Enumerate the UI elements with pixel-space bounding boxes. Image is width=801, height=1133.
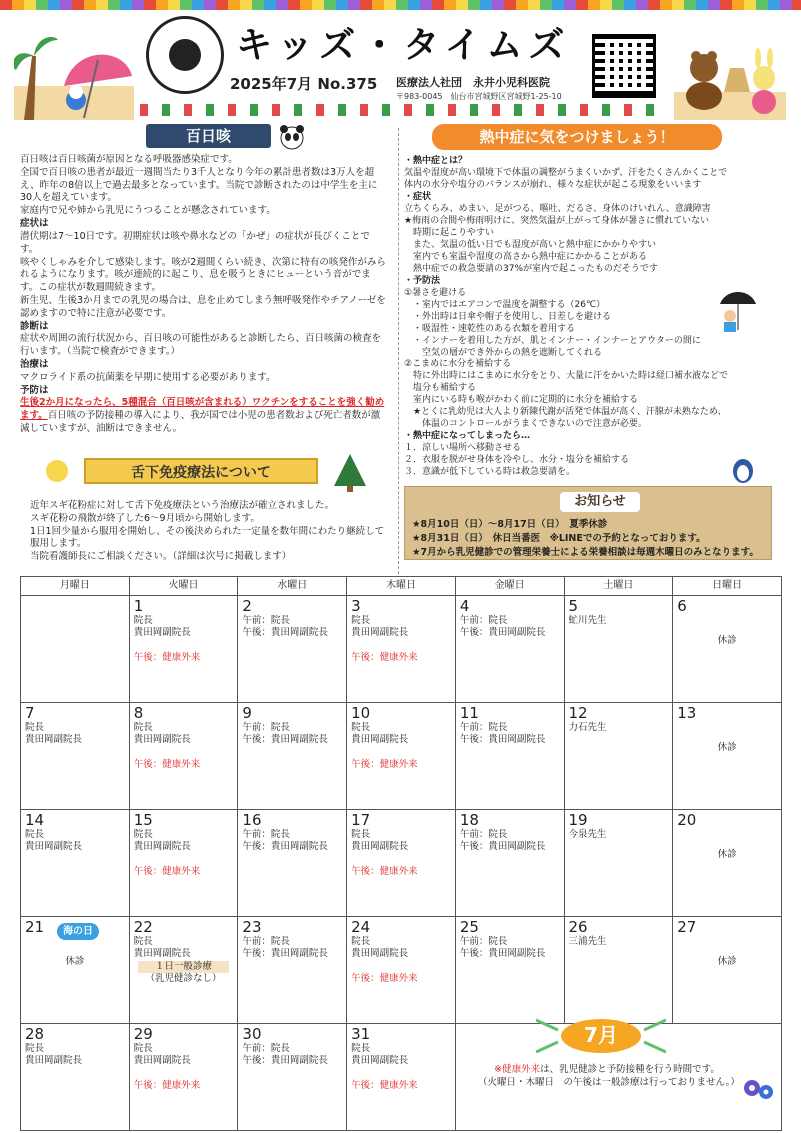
note-mark: ※ xyxy=(494,1064,503,1075)
calendar-day-cell xyxy=(455,596,564,703)
doctor-schedule-line: 午後：貴田岡副院長 xyxy=(242,627,328,639)
pertussis-intro-1: 百日咳は百日咳菌が原因となる呼吸器感染症です。 xyxy=(20,154,238,165)
day-number: 6 xyxy=(677,597,687,615)
penguin-icon xyxy=(728,454,758,484)
weekday-mon: 月曜日 xyxy=(21,577,130,596)
weekday-sat: 土曜日 xyxy=(564,577,673,596)
doctor-schedule-line: 貴田岡副院長 xyxy=(133,841,191,853)
day-number: 24 xyxy=(351,918,371,936)
umbrella-person-icon xyxy=(716,286,760,334)
doctor-schedule-line: 貴田岡副院長 xyxy=(133,627,191,639)
pertussis-diagnosis-title: 診断は xyxy=(20,320,49,332)
calendar-day-cell xyxy=(129,917,238,1024)
day-number: 16 xyxy=(242,811,262,829)
heat-symptom-1: 立ちくらみ、めまい、足がつる、嘔吐、だるさ、身体のけいれん、意識障害 xyxy=(404,203,711,214)
heat-prevention-6: 空気の層ができ外からの熱を遮断してくれる xyxy=(404,347,603,358)
doctor-schedule-line: 午前：院長 xyxy=(242,936,290,947)
calendar-day-cell xyxy=(238,917,347,1024)
doctor-schedule-line: 院長 xyxy=(351,829,371,840)
doctor-schedule-line: 貴田岡副院長 xyxy=(133,948,191,960)
pertussis-symptom-2: 咳やくしゃみを介して感染します。咳が2週間くらい続き、次第に特有の咳発作がみられるようになります。咳が連続的に起こり、息を吸うときにヒューという音がでます。この症状が数週間続きます。 xyxy=(20,256,386,294)
day-number: 20 xyxy=(677,811,697,829)
heat-onset-1: １．涼しい場所へ移動させる xyxy=(404,443,522,454)
doctor-schedule-line: 午前：院長 xyxy=(459,936,508,947)
day-number: 30 xyxy=(242,1025,262,1043)
calendar-weekday-row xyxy=(21,577,782,596)
calendar-week-row xyxy=(21,810,782,917)
calendar-day-cell xyxy=(564,917,673,1024)
heat-onset-title: ・熱中症になってしまったら… xyxy=(404,431,531,442)
doctor-schedule-line: 院長 xyxy=(133,615,153,626)
heat-prevention-2: ・室内ではエアコンで温度を調整する（26℃） xyxy=(404,299,606,310)
doctor-schedule-line: 貴田岡副院長 xyxy=(351,948,409,960)
calendar-day-cell xyxy=(129,810,238,917)
doctor-schedule-line: 午後：貴田岡副院長 xyxy=(459,734,546,746)
closed-label: 休診 xyxy=(717,635,737,646)
doctor-schedule-line: 貴田岡副院長 xyxy=(25,734,83,746)
calendar-day-cell xyxy=(673,917,782,1024)
day-number: 25 xyxy=(459,918,479,936)
heat-symptom-6: 熱中症での救急要請の37%が室内で起こったものだそうです xyxy=(404,263,658,274)
calendar-day-cell xyxy=(21,810,130,917)
tongue-line-2: スギ花粉の飛散が終了した6～9月頃から開始します。 xyxy=(30,512,260,524)
doctor-schedule-line: 今泉先生 xyxy=(568,829,607,840)
day-number: 12 xyxy=(568,704,588,722)
doctor-schedule-line: 午前：院長 xyxy=(242,829,290,840)
health-clinic-line: 午後：健康外来 xyxy=(133,758,201,770)
day-number: 22 xyxy=(133,918,153,936)
sandcastle-illustration xyxy=(674,28,786,120)
pertussis-intro-3: 家庭内で兄や姉から乳児にうつることが懸念されています。 xyxy=(20,205,276,217)
health-clinic-line: 午後：健康外来 xyxy=(351,865,418,877)
calendar-day-cell xyxy=(238,703,347,810)
tongue-line-4: 当院看護師長にご相談ください。（詳細は次号に掲載します） xyxy=(30,551,292,563)
health-clinic-line: 午後：健康外来 xyxy=(351,758,418,770)
heat-symptom-3: 時期に起こりやすい xyxy=(404,227,495,238)
calendar-day-cell xyxy=(129,596,238,703)
july-calendar xyxy=(20,576,782,1131)
heat-what-1: 気温や湿度が高い環境下で体温の調整がうまくいかず、汗をたくさんかくことで xyxy=(404,167,728,178)
heat-symptoms-title: ・症状 xyxy=(404,191,432,202)
holiday-badge: 海の日 xyxy=(57,923,99,940)
heat-prevention-7: ②こまめに水分を補給する xyxy=(404,359,512,370)
sun-icon xyxy=(40,456,74,486)
doctor-schedule-line: 院長 xyxy=(25,1043,45,1054)
doctor-schedule-line: 院長 xyxy=(133,1043,153,1054)
prevention-rest: 百日咳の予防接種の導入により、我が国では小児の患者数および死亡者数が激減していますが、油断はできません。 xyxy=(20,410,381,435)
pertussis-intro-2: 全国で百日咳の患者が最近一週間当たり3千人となり今年の累計患者数は3万人を超え、昨年の8倍以上で過去最多となっています。当院で診断されたのは中学生を主に30人を超えています。 xyxy=(20,166,378,204)
doctor-schedule-line: 貴田岡副院長 xyxy=(133,1055,191,1067)
heat-prevention-1: ①暑さを避ける xyxy=(404,287,467,298)
calendar-day-cell xyxy=(347,596,456,703)
doctor-schedule-line: 院長 xyxy=(25,722,45,733)
day-number: 7 xyxy=(25,704,35,722)
weekday-thu: 木曜日 xyxy=(347,577,456,596)
doctor-schedule-line: 院長 xyxy=(133,722,153,733)
day-number: 15 xyxy=(133,811,153,829)
pertussis-treatment: マクロライド系の抗菌薬を早期に使用する必要があります。 xyxy=(20,371,276,383)
day-number: 13 xyxy=(677,704,697,722)
clinic-address: 〒983-0045 仙台市宮城野区宮城野1-25-10 xyxy=(396,92,562,101)
health-clinic-line: 午後：健康外来 xyxy=(133,865,201,877)
closed-label: 休診 xyxy=(717,849,737,860)
weekday-wed: 水曜日 xyxy=(238,577,347,596)
calendar-day-cell xyxy=(564,703,673,810)
calendar-day-cell xyxy=(455,917,564,1024)
doctor-schedule-line: 午前：院長 xyxy=(242,615,290,626)
calendar-day-cell xyxy=(21,596,130,703)
notice-line-2: ★8月31日（日） 休日当番医 ※LINEでの予約となっております。 xyxy=(412,532,706,544)
cedar-tree-icon xyxy=(330,452,370,492)
panda-icon xyxy=(278,124,306,152)
day-number: 14 xyxy=(25,811,45,829)
day-number: 1 xyxy=(133,597,144,615)
heat-symptom-2: ★梅雨の合間や梅雨明けに、突然気温が上がって身体が暑さに慣れていない xyxy=(404,215,710,226)
pertussis-symptom-3: 新生児、生後3か月までの乳児の場合は、息を止めてしまう無呼吸発作やチアノーゼを認めますので特に注意が必要です。 xyxy=(20,294,386,319)
health-clinic-line: 午後：健康外来 xyxy=(351,972,418,984)
pertussis-symptoms-title: 症状は xyxy=(20,218,49,230)
doctor-schedule-line: 午前：院長 xyxy=(242,722,290,733)
calendar-footnote-line2: （火曜日・木曜日 の午後は一般診療は行っておりません。） xyxy=(478,1076,740,1088)
notice-title: お知らせ xyxy=(560,492,640,512)
health-clinic-line: 午後：健康外来 xyxy=(133,651,201,663)
weekday-sun: 日曜日 xyxy=(673,577,782,596)
special-schedule-line: １日一般診療 xyxy=(138,961,230,973)
health-clinic-line: 午後：健康外来 xyxy=(351,651,418,663)
doctor-schedule-line: 午後：貴田岡副院長 xyxy=(459,841,546,853)
calendar-footnote-line1 xyxy=(478,1064,736,1077)
heat-what-title: ・熱中症とは？ xyxy=(404,156,468,166)
calendar-day-cell xyxy=(347,917,456,1024)
doctor-schedule-line: 三浦先生 xyxy=(568,936,607,947)
closed-label: 休診 xyxy=(717,742,737,753)
special-schedule-line: （乳児健診なし） xyxy=(145,973,222,985)
doctor-schedule-line: 午後：貴田岡副院長 xyxy=(459,627,546,639)
doctor-schedule-line: 午前：院長 xyxy=(459,615,508,626)
header-decoration-row xyxy=(140,104,660,116)
health-clinic-line: 午後：健康外来 xyxy=(351,1079,418,1091)
doctor-schedule-line: 貴田岡副院長 xyxy=(351,627,409,639)
beach-illustration xyxy=(14,26,134,120)
weekday-fri: 金曜日 xyxy=(455,577,564,596)
heat-symptom-5: 室内でも室温や湿度の高さから熱中症にかかることがある xyxy=(404,251,648,262)
doctor-schedule-line: 貴田岡副院長 xyxy=(25,1055,83,1067)
pertussis-prevention xyxy=(20,397,388,435)
day-number: 18 xyxy=(459,811,479,829)
note-red-term: 健康外来 xyxy=(502,1064,541,1075)
calendar-day-cell xyxy=(238,596,347,703)
health-clinic-line: 午後：健康外来 xyxy=(133,1079,201,1091)
doctor-schedule-line: 午後：貴田岡副院長 xyxy=(242,948,328,960)
tongue-line-3: 1日1回少量から服用を開始し、その後決められた一定量を数年間にわたり継続して服用します。 xyxy=(30,525,385,550)
tongue-therapy-heading: 舌下免疫療法について xyxy=(84,458,318,484)
notice-body xyxy=(412,518,772,559)
heat-what-2: 体内の水分や塩分のバランスが崩れ、様々な症状が起こる現象をいいます xyxy=(404,179,702,190)
calendar-day-cell xyxy=(347,1024,456,1131)
note-line1-rest: は、乳児健診と予防接種を行う時間です。 xyxy=(540,1064,720,1075)
doctor-schedule-line: 午前：院長 xyxy=(459,722,508,733)
doctor-schedule-line: 貴田岡副院長 xyxy=(351,1055,409,1067)
notice-line-1: ★8月10日（日）～8月17日（日） 夏季休診 xyxy=(412,519,608,530)
day-number: 11 xyxy=(459,704,479,722)
doctor-schedule-line: 午後：貴田岡副院長 xyxy=(459,948,546,960)
pertussis-symptom-1: 潜伏期は7～10日です。初期症状は咳や鼻水などの「かぜ」の症状が長びくことです。 xyxy=(20,230,370,255)
pertussis-heading-box xyxy=(146,124,271,148)
calendar-week-row xyxy=(21,703,782,810)
weekday-tue: 火曜日 xyxy=(129,577,238,596)
newsletter-title: キッズ・タイムズ xyxy=(236,25,571,66)
doctor-schedule-line: 貴田岡副院長 xyxy=(25,841,83,853)
heat-onset-3: ３．意識が低下している時は救急要請を。 xyxy=(404,467,576,478)
calendar-day-cell xyxy=(673,810,782,917)
day-number: 31 xyxy=(351,1025,371,1043)
heat-onset-2: ２．衣服を脱がせ身体を冷やし、水分・塩分を補給する xyxy=(404,455,630,466)
doctor-schedule-line: 力石先生 xyxy=(568,722,607,733)
calendar-day-cell xyxy=(347,810,456,917)
doctor-schedule-line: 貴田岡副院長 xyxy=(351,734,409,746)
doctor-schedule-line: 院長 xyxy=(351,722,371,733)
doctor-schedule-line: 午後：貴田岡副院長 xyxy=(242,734,328,746)
calendar-footnote xyxy=(478,1064,740,1090)
day-number: 27 xyxy=(677,918,697,936)
pertussis-diagnosis: 症状や周囲の流行状況から、百日咳の可能性があると診断したら、百日咳菌の検査を行います。（当院で検査ができます。） xyxy=(20,333,382,358)
heat-prevention-12: 体温のコントロールがうまくできないので注意が必要。 xyxy=(404,419,647,430)
calendar-day-cell xyxy=(238,1024,347,1131)
heat-symptom-4: また、気温の低い日でも湿度が高いと熱中症にかかりやすい xyxy=(404,239,657,250)
doctor-schedule-line: 午後：貴田岡副院長 xyxy=(242,841,328,853)
calendar-day-cell xyxy=(238,810,347,917)
day-number: 21 xyxy=(25,918,45,936)
calendar-day-cell xyxy=(455,810,564,917)
doctor-schedule-line: 虻川先生 xyxy=(568,615,607,626)
heat-prevention-title: ・予防法 xyxy=(404,275,441,286)
calendar-day-cell xyxy=(21,1024,130,1131)
doctor-schedule-line: 貴田岡副院長 xyxy=(133,734,191,746)
calendar-day-cell xyxy=(564,596,673,703)
heat-prevention-10: 室内にいる時も喉がかわく前に定期的に水分を補給する xyxy=(404,395,639,406)
doctor-schedule-line: 院長 xyxy=(351,1043,371,1054)
top-rainbow-border xyxy=(0,0,801,10)
july-badge-label: 7月 xyxy=(584,1023,618,1047)
pertussis-heading: 百日咳 xyxy=(146,124,271,148)
tongue-therapy-body xyxy=(30,500,390,564)
morning-glory-icon xyxy=(740,1074,776,1104)
calendar-day-cell xyxy=(347,703,456,810)
column-divider xyxy=(398,128,399,574)
calendar-week-row xyxy=(21,596,782,703)
heat-prevention-9: 塩分も補給する xyxy=(404,383,477,394)
clinic-name: 医療法人社団 永井小児科医院 xyxy=(396,76,550,89)
heat-prevention-3: ・外出時は日傘や帽子を使用し、日差しを避ける xyxy=(404,311,612,322)
calendar-day-cell xyxy=(129,1024,238,1131)
day-number: 5 xyxy=(568,597,579,615)
day-number: 8 xyxy=(133,704,144,722)
day-number: 29 xyxy=(133,1025,153,1043)
calendar-day-cell xyxy=(21,703,130,810)
day-number: 2 xyxy=(242,597,252,615)
clinic-logo xyxy=(146,16,224,94)
doctor-schedule-line: 院長 xyxy=(351,936,371,947)
day-number: 19 xyxy=(568,811,588,829)
day-number: 10 xyxy=(351,704,371,722)
calendar-day-cell xyxy=(129,703,238,810)
closed-label: 休診 xyxy=(65,956,85,967)
doctor-schedule-line: 午前：院長 xyxy=(459,829,508,840)
calendar-day-cell xyxy=(673,596,782,703)
issue-number: 2025年7月 No.375 xyxy=(230,75,378,93)
calendar-week-row xyxy=(21,917,782,1024)
day-number: 9 xyxy=(242,704,252,722)
qr-code[interactable] xyxy=(592,34,656,98)
day-number: 17 xyxy=(351,811,371,829)
calendar-day-cell xyxy=(21,917,130,1024)
doctor-schedule-line: 院長 xyxy=(133,936,153,947)
doctor-schedule-line: 午後：貴田岡副院長 xyxy=(242,1055,328,1067)
july-badge xyxy=(536,1016,666,1056)
day-number: 3 xyxy=(351,597,361,615)
pertussis-prevention-title: 予防は xyxy=(20,384,49,396)
calendar-day-cell xyxy=(455,703,564,810)
prevention-highlight: 生後2か月になったら、5種混合（百日咳が含まれる）ワクチンをすることを強く勧めます。 xyxy=(20,397,385,422)
heat-prevention-5: ・インナーを着用した方が、肌とインナー・インナーとアウターの間に xyxy=(404,335,701,346)
calendar-body xyxy=(21,596,782,1131)
calendar-day-cell xyxy=(564,810,673,917)
doctor-schedule-line: 貴田岡副院長 xyxy=(351,841,409,853)
closed-label: 休診 xyxy=(717,956,737,967)
pertussis-treatment-title: 治療は xyxy=(20,359,49,370)
tongue-line-1: 近年スギ花粉症に対して舌下免疫療法という治療法が確立されました。 xyxy=(30,500,335,511)
heat-prevention-11: ★とくに乳幼児は大人より新陳代謝が活発で体温が高く、汗腺が未熟なため、 xyxy=(404,407,727,418)
doctor-schedule-line: 午前：院長 xyxy=(242,1043,290,1054)
doctor-schedule-line: 院長 xyxy=(133,829,153,840)
day-number: 26 xyxy=(568,918,588,936)
doctor-schedule-line: 院長 xyxy=(25,829,45,840)
pertussis-body xyxy=(20,154,388,436)
day-number: 23 xyxy=(242,918,262,936)
heatstroke-heading: 熱中症に気をつけましょう！ xyxy=(432,124,722,150)
heat-prevention-8: 特に外出時にはこまめに水分をとり、大量に汗をかいた時は経口補水液などで xyxy=(404,371,729,382)
calendar-day-cell xyxy=(673,703,782,810)
heat-prevention-4: ・吸湿性・速乾性のある衣類を着用する xyxy=(404,323,576,334)
doctor-schedule-line: 院長 xyxy=(351,615,371,626)
notice-line-3: ★7月から乳児健診での管理栄養士による栄養相談は毎週木曜日のみとなります。 xyxy=(412,546,759,558)
day-number: 28 xyxy=(25,1025,45,1043)
day-number: 4 xyxy=(459,597,470,615)
